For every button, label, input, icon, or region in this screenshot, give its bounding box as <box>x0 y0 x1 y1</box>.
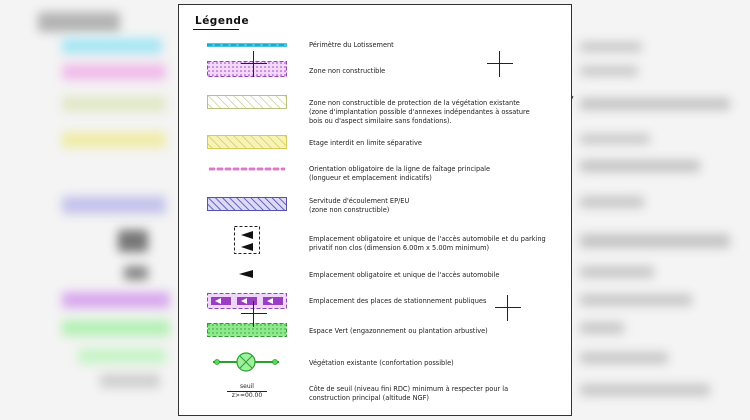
blurred-swatch-pink <box>62 64 166 80</box>
seuil-label: seuil <box>240 383 254 390</box>
blurred-text-right-9 <box>580 294 692 306</box>
legend-title-underline <box>193 29 239 30</box>
blurred-swatch-purple <box>62 292 170 308</box>
blurred-swatch-green-2 <box>78 348 166 364</box>
crosshair-icon <box>241 301 267 327</box>
blurred-icon-dark-2 <box>124 266 148 280</box>
legend-label-seuil: Côte de seuil (niveau fini RDC) minimum à respecter pour la construction principal (altitude NGF) <box>309 385 509 402</box>
blurred-text-right-11 <box>580 352 668 364</box>
legend-label-parking-prive: Emplacement obligatoire et unique de l'accès automobile et du parking privatif non clos (dimension 6.00m x 5.00m minimum) <box>309 235 546 252</box>
crosshair-icon <box>487 51 513 77</box>
legend-label-etage-interdit: Etage interdit en limite séparative <box>309 139 422 147</box>
blurred-swatch-blue <box>62 196 166 214</box>
legend-label-servitude: Servitude d'écoulement EP/EU (zone non constructible) <box>309 197 410 214</box>
legend-label-espace-vert: Espace Vert (engazonnement ou plantation arbustive) <box>309 327 488 335</box>
legend-panel <box>178 4 572 416</box>
blurred-text-right-7 <box>580 234 730 248</box>
legend-label-vegetation-protection: Zone non constructible de protection de la végétation existante (zone d'implantation possible d'annexes indépendantes à ossature bois ou d'aspect similaire sans fondations). <box>309 99 530 125</box>
access-arrow-icon <box>237 269 255 279</box>
blurred-swatch-cyan <box>62 38 162 54</box>
blurred-text-right-3 <box>580 98 730 110</box>
legend-label-perimeter: Périmètre du Lotissement <box>309 41 394 49</box>
olive-hatch-symbol <box>207 95 287 109</box>
blurred-swatch-yellow <box>62 132 166 148</box>
blurred-swatch-olive <box>62 96 166 112</box>
seuil-symbol <box>219 383 275 400</box>
crosshair-icon <box>495 295 521 321</box>
crosshair-icon <box>241 51 267 77</box>
legend-label-stationnement: Emplacement des places de stationnement publiques <box>309 297 487 305</box>
yellow-hatch-symbol <box>207 135 287 149</box>
blurred-text-right-1 <box>580 42 642 52</box>
legend-label-acces: Emplacement obligatoire et unique de l'accès automobile <box>309 271 500 279</box>
blurred-text-right-10 <box>580 322 624 334</box>
seuil-value: z>=00.00 <box>231 392 263 399</box>
vegetation-symbol <box>211 351 281 373</box>
parking-access-symbol <box>233 225 261 255</box>
blurred-text-right-4 <box>580 134 650 144</box>
legend-label-faitage: Orientation obligatoire de la ligne de faîtage principale (longueur et emplacement indicatifs) <box>309 165 491 182</box>
legend-label-non-constructible: Zone non constructible <box>309 67 386 75</box>
blurred-text-right-6 <box>580 196 644 208</box>
blurred-text-left <box>100 374 160 388</box>
blue-hatch-symbol <box>207 197 287 211</box>
blurred-text-right-12 <box>580 384 710 396</box>
perimeter-symbol <box>207 39 287 51</box>
legend-title: Légende <box>195 15 250 27</box>
blurred-swatch-green <box>62 320 170 336</box>
blurred-icon-dark <box>118 230 148 252</box>
blurred-heading <box>38 12 120 32</box>
blurred-text-right-2 <box>580 66 638 76</box>
legend-label-vegetation: Végétation existante (confortation possible) <box>309 359 454 367</box>
blurred-text-right-8 <box>580 266 654 278</box>
pink-dash-symbol <box>207 163 287 175</box>
blurred-text-right-5 <box>580 160 700 172</box>
